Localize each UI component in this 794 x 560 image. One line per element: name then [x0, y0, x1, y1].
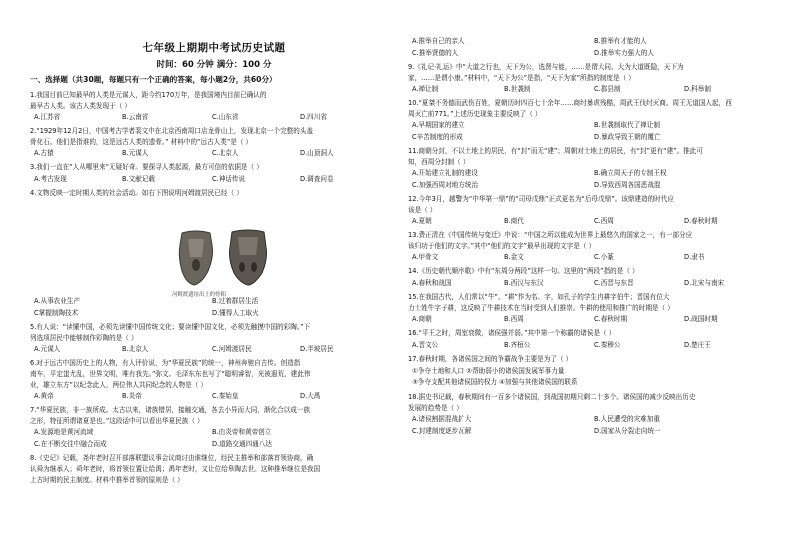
question-5: 5.有人说：“读懂中国，必须先读懂中国传统文化；要读懂中国文化，必须先触摸中国的彩陶。”下 列选项居民中能够制作彩陶的是（ ） [30, 323, 311, 342]
question-3: 3.我们一直在“人从哪里来”无疑好奇。要探寻人类起源，最方可信的依据是（ ） [30, 163, 263, 171]
question-16: 16.“平王之时，周室衰微，诸侯强并弱。”其中第一个称霸的诸侯是（ ） [408, 329, 616, 337]
question-11: 11.商朝分封，不以土地上的居民，有“封”而无“建”；周朝对土地上的居民，有“封”更有“建”。推此可 知，西周分封制（ ） [408, 147, 703, 166]
question-9: 9.《礼记·礼运》中“大道之行也，天下为公，选贤与能，……是谓大同。大为大道既隐，天下为 家，……是谓小康。”材料中，“天下为公”是指，“天下为家”所指的制度是（ ） [408, 63, 684, 82]
question-10: 10.“夏桀不务德而武伤百姓，夏朝历时四百七十余年……商纣暴虐残酷，周武王伐纣灭商。周王无道国人起，西 周灭亡前771。”上述历史现象主要反映了（ ） [408, 99, 732, 118]
bone-spade-artifact-image [168, 227, 280, 289]
question-17: 17.春秋时期，各诸侯国之间的争霸战争主要是为了（ ） [408, 355, 573, 363]
question-15: 15.在我国古代，人们常以“牛”、“耕”作为名、字，如孔子的学生冉耕字伯牛；晋国有位大 力士姓牛字子耕，这反映了牛耕技术在当时受到人们推崇。牛耕的使用和推广的时期是（ ） [408, 293, 674, 312]
section-heading: 一、选择题（共30题，每题只有一个正确的答案，每小题2分，共60分） [30, 75, 277, 84]
figure-caption: 河姆渡遗址出土的骨耜 [172, 292, 226, 298]
question-14: 14.《历史朝代顺序歌》中有“东周分两段”这样一句。这里的“两段”指的是（ ） [408, 267, 639, 275]
exam-title: 七年级上期期中考试历史试题 [142, 42, 286, 54]
question-12: 12.今年3月，越警为“中华第一鼎”的“司母戊鼎”正式更名为“后母戊鼎”。该鼎建造的时代应 该是（ ） [408, 195, 674, 214]
exam-subtitle: 时间：60 分钟 满分：100 分 [156, 60, 272, 70]
question-8: 8.《史记》记载，尧年老时召开部落联盟议事会议商讨由谁继位，经民主推举和部落首领协商，确 认舜为继承人；舜年老时，将首领位置让给禹；禹年老时，又让位给皋陶去世。这种推举继位是我国 上古时期的民主制度。材料中推举首领的原则是（ ） [30, 454, 321, 484]
question-4: 4.文物反映一定时期人类的社会活动。如右下图说明河姆渡居民已经（ ） [30, 189, 243, 197]
question-6: 6.对于远古中国历史上的人物，有人评价说，为“华夏民族”的统一，神州奔驰自古传。创造指 南车，平定蚩尤乱，世界文明，唯有我先。”弥文。毛泽东东也写了“聪明睿智，光被遐荒，建此伟 业，雄立东方”以纪念此人，两位伟人共同纪念的人物是（ ） [30, 359, 311, 389]
question-7: 7.“华夏民族，非一族所成。太古以来，诸族错居，接触交通，各去小异而大同，渐化合以成一族 之形，特征所谓诸夏是也。”这段话中可以看出华夏民族（ ） [30, 406, 311, 425]
question-2: 2.“1929年12月2日，中国考古学者裴文中在北京西南周口店龙骨山上，发现北京一个完整的头盖 骨化石。他们是指谁的，这是远古人类的遗骨。” 材料中的“远古人类”是（ ） [30, 127, 314, 146]
question-1: 1.我国目前已知最早的人类是元谋人，距今约170万年，是我国境内目前已确认的 最早古人类。该古人类发现于（ ） [30, 91, 267, 110]
question-18: 18.据史书记载，春秋期间有一百多个诸侯国，到战国初期只剩二十多个。诸侯国的减少反映出历史 发展的趋势是（ ） [408, 393, 696, 412]
question-13: 13.费正清在《中国传统与变迁》中说：“中国之所以能成为世界上最悠久的国家之一，有一部分应 该归功于他们的文字。”其中“他们的文字”最早出现的文字是（ ） [408, 231, 693, 250]
